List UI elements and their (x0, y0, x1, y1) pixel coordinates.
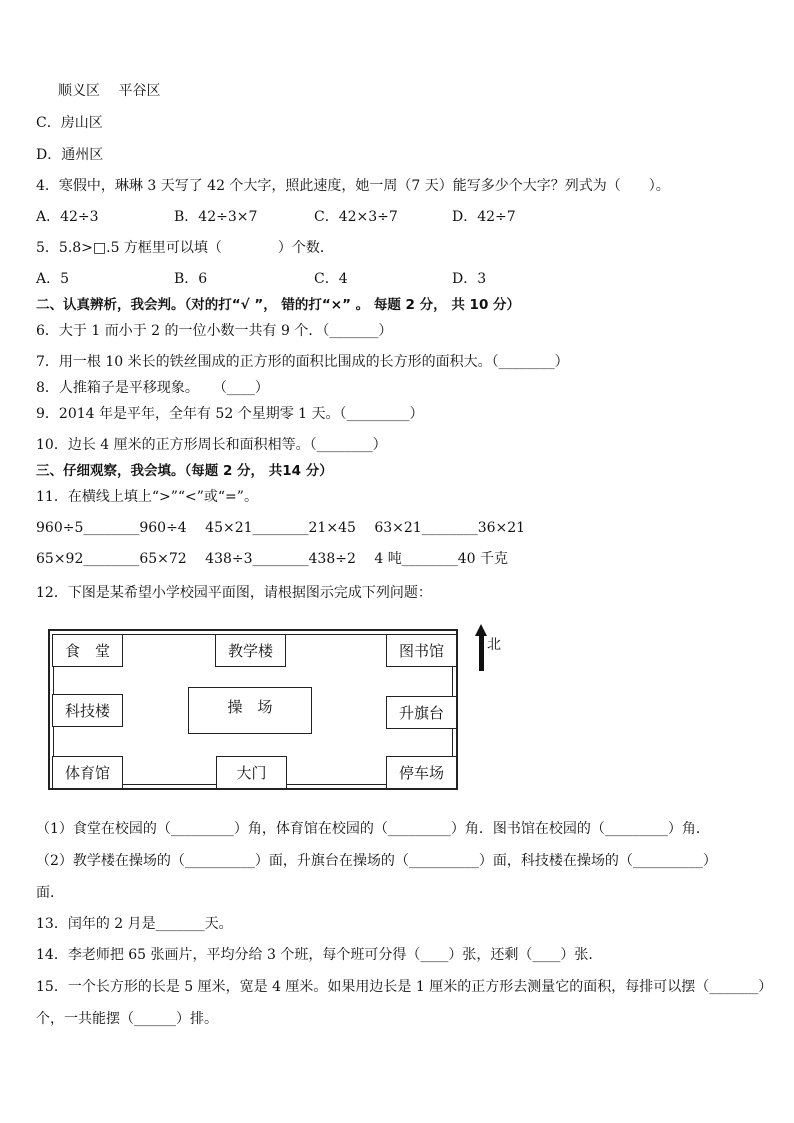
q6: 6．大于 1 而小于 2 的一位小数一共有 9 个．（_______） (36, 323, 393, 339)
q9: 9．2014 年是平年，全年有 52 个星期零 1 天。（_________） (36, 406, 424, 422)
map-library: 图书馆 (386, 634, 457, 667)
q13: 13．闰年的 2 月是_______天。 (36, 916, 233, 932)
map-science-building: 科技楼 (52, 694, 123, 727)
q5-option-c: C．4 (314, 271, 348, 287)
north-arrow-shaft (479, 634, 484, 671)
map-parking: 停车场 (386, 756, 457, 789)
map-playground: 操 场 (188, 687, 312, 734)
q5-option-d: D．3 (452, 271, 487, 287)
map-flag-platform: 升旗台 (386, 696, 457, 729)
q10: 10．边长 4 厘米的正方形周长和面积相等。（________） (36, 437, 387, 453)
q3-option-d: D．通州区 (36, 147, 104, 163)
q15: 15．一个长方形的长是 5 厘米，宽是 4 厘米。如果用边长是 1 厘米的正方形去测量它的面积，每排可以摆（_______） (36, 979, 773, 995)
map-teaching-building: 教学楼 (215, 634, 286, 667)
q14: 14．李老师把 65 张画片，平均分给 3 个班，每个班可分得（____）张，还剩（____）张. (36, 947, 593, 963)
q12-part-2: （2）教学楼在操场的（__________）面，升旗台在操场的（__________）面，科技楼在操场的（__________） (36, 853, 717, 869)
q5-stem: 5．5.8>□.5 方框里可以填（ ）个数． (36, 240, 334, 256)
q4-stem: 4．寒假中，琳琳 3 天写了 42 个大字，照此速度，她一周（7 天）能写多少个大字？列式为（ ）。 (36, 178, 670, 194)
section-3-title: 三、仔细观察，我会填。（每题 2 分， 共14 分） (36, 463, 333, 479)
q11-stem: 11．在横线上填上“>”“<”或“=”。 (36, 489, 258, 505)
q5-option-a: A．5 (36, 271, 70, 287)
q7: 7．用一根 10 米长的铁丝围成的正方形的面积比围成的长方形的面积大。（________） (36, 354, 569, 370)
q11-row-1: 960÷5________960÷4 45×21________21×45 63×21________36×21 (36, 520, 526, 536)
q4-option-b: B．42÷3×7 (174, 209, 258, 225)
q12-stem: 12．下图是某希望小学校园平面图，请根据图示完成下列问题： (36, 585, 432, 601)
previous-options-line: 顺义区 平谷区 (58, 83, 161, 99)
map-canteen: 食 堂 (52, 634, 123, 667)
q4-option-c: C．42×3÷7 (314, 209, 398, 225)
q11-row-2: 65×92________65×72 438÷3________438÷2 4 吨________40 千克 (36, 551, 508, 567)
map-gate: 大门 (216, 756, 287, 789)
q8: 8．人推箱子是平移现象。 （____） (36, 380, 269, 396)
q3-option-c: C．房山区 (36, 115, 103, 131)
map-gym: 体育馆 (52, 756, 123, 789)
section-2-title: 二、认真辨析，我会判。（对的打“√ ”， 错的打“×” 。 每题 2 分， 共 10 分） (36, 297, 521, 313)
q15-continued: 个，一共能摆（______）排。 (36, 1011, 218, 1027)
q4-option-d: D．42÷7 (452, 209, 516, 225)
north-label: 北 (487, 637, 501, 653)
q12-part-1: （1）食堂在校园的（_________）角，体育馆在校园的（_________）角．图书馆在校园的（_________）角． (36, 821, 710, 837)
q12-part-2-continued: 面． (36, 885, 64, 901)
q5-option-b: B．6 (174, 271, 208, 287)
q4-option-a: A．42÷3 (36, 209, 99, 225)
